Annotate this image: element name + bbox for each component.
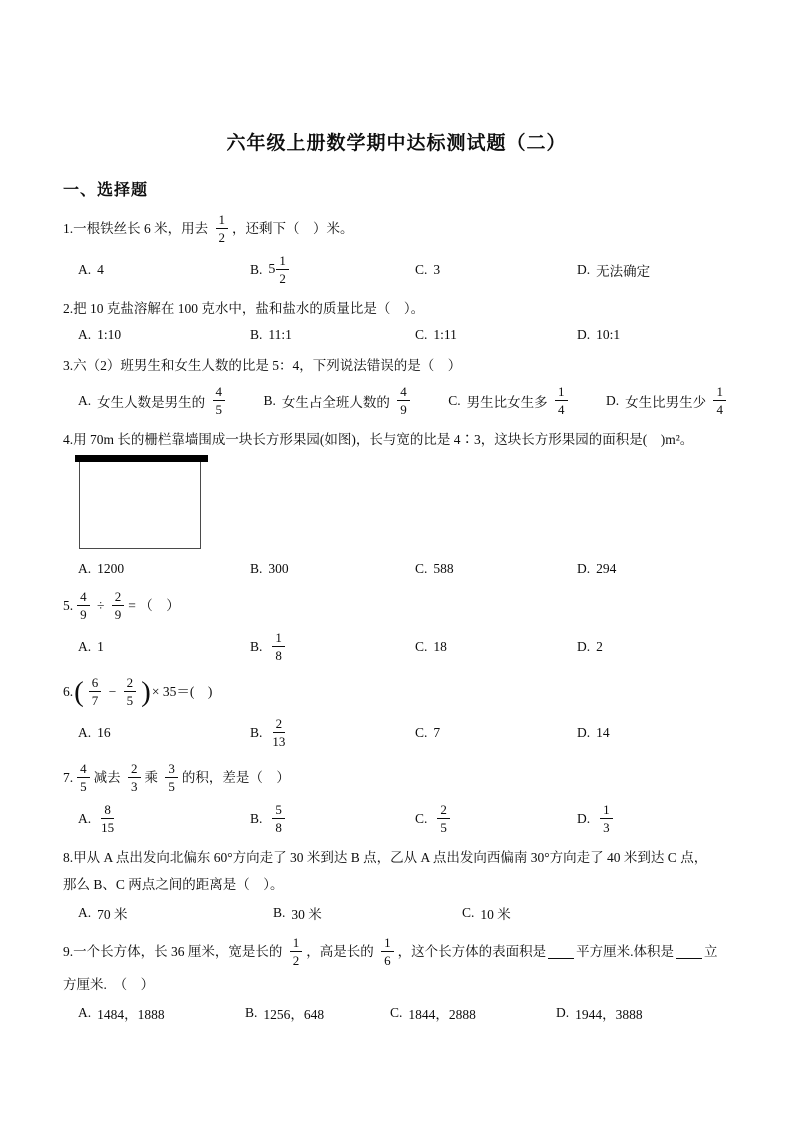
option-label: A. [78,905,92,920]
option-content [97,903,127,923]
option-b [250,561,415,577]
fraction [112,589,125,622]
fraction [290,935,303,968]
option-label: C. [415,327,428,342]
options-row [63,327,730,343]
option-content [433,802,454,835]
fraction-numerator: 1 [600,802,613,819]
text-run: ，还剩下（ ）米。 [232,221,354,236]
text-run: 10 米 [480,907,511,922]
question-1 [63,212,730,286]
option-label: B. [250,327,263,342]
option-content [268,630,289,663]
option-label: A. [78,261,92,277]
option-b [245,1003,390,1023]
option-label: C. [415,561,428,576]
option-d [556,1003,730,1023]
option-c [415,561,577,577]
question-9 [63,935,730,1023]
stem-line [63,355,730,376]
question-stem [63,429,730,450]
blank-line [548,945,574,959]
option-b [263,384,413,417]
option-a [78,639,250,655]
text-run: 男生比女生多 [466,394,551,410]
fraction [437,802,450,835]
option-content [268,253,293,286]
question-stem [63,935,730,995]
text-run: − [105,684,120,699]
option-content [596,561,616,577]
option-content [97,327,121,343]
option-label: C. [415,724,428,740]
option-label: B. [245,1005,258,1020]
stem-line [63,874,730,895]
stem-line [63,212,730,245]
option-d [577,327,730,343]
option-content [97,561,124,577]
option-c [390,1003,556,1023]
option-d [577,802,730,835]
fraction-denominator: 8 [275,648,282,663]
text-run: 1484，1888 [97,1007,165,1022]
text-run: 3.六（2）班男生和女生人数的比是 5：4，下列说法错误的是（ ） [63,358,462,373]
option-content [596,802,617,835]
options-row [63,561,730,577]
fraction-numerator: 1 [272,630,285,647]
text-run: 7 [433,724,441,740]
option-a [78,262,250,278]
whole-number: 5 [268,261,276,277]
fraction [600,802,613,835]
option-content [268,327,292,343]
text-run: 方厘米. （ ） [63,977,155,992]
option-d [577,561,730,577]
option-content [467,384,572,417]
option-label: D. [577,638,591,654]
fraction-numerator: 2 [128,761,141,778]
fraction [77,589,90,622]
option-label: B. [250,810,263,826]
section-heading: 一、选择题 [63,182,149,199]
options-row [63,253,730,286]
fraction-denominator: 5 [215,402,222,417]
text-run: 4 [97,261,104,277]
text-run: ，这个长方体的表面积是 [397,944,547,959]
text-run: 的积，差是（ ） [181,770,290,785]
option-content [268,561,288,577]
text-run: 1844，2888 [408,1007,476,1022]
fraction-numerator: 4 [77,761,90,778]
text-run: 300 [268,561,289,576]
option-content [282,384,414,417]
fraction-denominator: 2 [292,953,300,968]
option-content [433,725,440,741]
fraction-numerator: 2 [273,716,286,733]
option-label: D. [577,261,591,277]
option-a [78,903,273,923]
text-run: 10:1 [596,327,621,342]
option-label: A. [78,724,92,740]
option-content [596,260,650,280]
fraction-numerator: 5 [272,802,285,819]
options-row [63,630,730,663]
option-content [268,802,289,835]
fraction-denominator: 5 [440,820,447,835]
option-label: D. [605,392,620,408]
fraction-denominator: 9 [114,607,122,622]
text-run: 2.把 10 克盐溶解在 100 克水中，盐和盐水的质量比是（ ）。 [63,301,425,316]
option-label: D. [556,1005,570,1020]
question-stem [63,761,730,794]
option-content [408,1003,476,1023]
text-run: 1944，3888 [575,1007,643,1022]
mixed-number [268,253,293,286]
text-run: 女生人数是男生的 [97,394,209,410]
fraction-denominator: 15 [101,820,115,835]
option-label: D. [577,810,591,826]
option-content [263,1003,324,1023]
fraction-denominator: 9 [400,402,407,417]
fraction-numerator: 1 [290,935,303,952]
stem-line [63,298,730,319]
text-run: 女生比男生少 [625,394,710,410]
option-b [250,253,415,286]
fraction [89,675,102,708]
option-d [577,725,730,741]
option-content [97,639,104,655]
fraction-denominator: 3 [131,779,138,794]
option-label: C. [415,261,428,277]
fraction-denominator: 2 [218,230,225,245]
stem-line [63,935,730,968]
option-content [291,903,321,923]
fraction-denominator: 6 [384,953,391,968]
stem-line [63,974,730,995]
option-a [78,384,229,417]
option-c [415,639,577,655]
options-row [63,716,730,749]
option-a [78,1003,245,1023]
option-content [596,725,610,741]
fraction-denominator: 13 [272,734,286,749]
option-label: D. [577,327,591,342]
text-run: 减去 [93,770,124,785]
option-label: B. [250,638,263,654]
options-row [63,1003,730,1023]
fraction [272,802,285,835]
fraction-numerator: 4 [397,384,410,401]
fraction [101,802,114,835]
fraction [272,716,285,749]
option-c [415,802,577,835]
option-content [433,561,453,577]
option-label: C. [415,638,428,654]
text-run: 乘 [144,770,162,785]
text-run: 30 米 [291,907,322,922]
question-6 [63,675,730,749]
text-run: 平方厘米.体积是 [576,944,674,959]
text-run: 1 [97,638,104,654]
fraction [555,384,568,417]
big-paren: ) [141,675,151,708]
text-run: × 35＝( ) [151,684,213,699]
fraction [276,253,289,286]
option-content [433,262,440,278]
question-stem [63,355,730,376]
fraction-denominator: 7 [91,693,99,708]
blank-line [676,945,702,959]
fraction [713,384,726,417]
fraction-numerator: 2 [124,675,137,692]
option-content [433,639,447,655]
page-title: 六年级上册数学期中达标测试题（二） [226,133,567,154]
question-4 [63,429,730,577]
fraction [272,630,285,663]
stem-line [63,675,730,708]
option-label: D. [577,724,591,740]
fraction [216,212,229,245]
option-b [250,630,415,663]
option-label: A. [78,392,92,408]
fraction [165,761,178,794]
option-content [596,639,603,655]
text-run: 1.一根铁丝长 6 米，用去 [63,221,212,236]
fraction-denominator: 2 [279,271,286,286]
stem-line [63,847,730,868]
option-a [78,802,250,835]
text-run: 2 [596,638,603,654]
option-a [78,327,250,343]
orchard-figure [75,455,208,552]
text-run: 1256，648 [263,1007,325,1022]
fraction-numerator: 8 [101,802,114,819]
option-label: A. [78,638,92,654]
option-b [250,802,415,835]
text-run: 8.甲从 A 点出发向北偏东 60°方向走了 30 米到达 B 点，乙从 A 点出发向西偏南 30°方向走了 40 米到达 C 点， [63,850,708,865]
option-label: A. [78,561,92,576]
fraction-denominator: 5 [80,779,87,794]
fraction-denominator: 8 [275,820,282,835]
text-run: 无法确定 [596,263,651,279]
questions-list [63,212,730,1023]
fraction-numerator: 4 [77,589,90,606]
option-content [575,1003,643,1023]
question-stem [63,212,730,245]
fraction-numerator: 3 [165,761,178,778]
text-run: 女生占全班人数的 [281,394,394,410]
option-label: A. [78,810,92,826]
option-label: B. [263,392,276,408]
fraction [397,384,410,417]
text-run: 7. [63,770,74,785]
option-content [596,327,620,343]
option-c [415,725,577,741]
option-c [415,262,577,278]
text-run: 11:1 [268,327,292,342]
option-content [97,262,104,278]
text-run: 294 [596,561,617,576]
option-content [433,327,457,343]
option-label: B. [273,905,286,920]
question-7 [63,761,730,835]
text-run: = （ ） [128,598,180,613]
fraction-denominator: 3 [603,820,610,835]
option-b [250,327,415,343]
question-stem [63,589,730,622]
fraction-numerator: 4 [213,384,226,401]
option-label: C. [462,905,475,920]
option-b [250,716,415,749]
option-content [97,384,229,417]
text-run: 立 [704,944,718,959]
fraction-denominator: 5 [126,693,134,708]
options-row [63,384,730,417]
fraction-denominator: 4 [716,402,723,417]
text-run: ÷ [93,598,108,613]
option-b [273,903,462,923]
fraction-denominator: 5 [168,779,175,794]
text-run: 那么 B、C 两点之间的距离是（ ）。 [63,877,284,892]
option-content [268,716,289,749]
fraction [128,761,141,794]
option-label: B. [250,724,263,740]
question-stem [63,298,730,319]
options-row [63,802,730,835]
text-run: ，高是长的 [306,944,378,959]
option-content [97,802,118,835]
option-c [448,384,571,417]
option-a [78,561,250,577]
option-label: C. [390,1005,403,1020]
fraction-numerator: 2 [437,802,450,819]
text-run: 4.用 70m 长的栅栏靠墙围成一块长方形果园(如图)，长与宽的比是 4∶3，这块长方形果园的面积是( )m²。 [63,432,694,447]
stem-line [63,429,730,450]
option-d [577,639,730,655]
option-c [462,903,730,923]
option-label: A. [78,327,92,342]
fraction [213,384,226,417]
question-8 [63,847,730,923]
options-row [63,903,730,923]
option-label: D. [577,561,591,576]
question-2 [63,298,730,343]
option-label: B. [250,561,263,576]
text-run: 6. [63,684,74,699]
fraction-numerator: 6 [89,675,102,692]
text-run: 1:10 [97,327,122,342]
text-run: 1200 [97,561,125,576]
fraction [77,761,90,794]
fraction-numerator: 1 [713,384,726,401]
option-content [625,384,730,417]
text-run: 14 [596,724,610,740]
question-5 [63,589,730,663]
wall-bar [75,455,208,462]
fraction-numerator: 1 [216,212,229,229]
fraction [124,675,137,708]
fraction-numerator: 1 [276,253,289,270]
text-run: 5. [63,598,74,613]
question-stem [63,675,730,708]
text-run: 18 [433,638,447,654]
option-label: A. [78,1005,92,1020]
question-3 [63,355,730,417]
text-run: 1:11 [433,327,457,342]
option-a [78,725,250,741]
text-run: 9.一个长方体，长 36 厘米，宽是长的 [63,944,286,959]
option-c [415,327,577,343]
question-stem [63,847,730,895]
option-content [97,725,111,741]
fraction [381,935,394,968]
text-run: 3 [433,261,441,277]
fraction-denominator: 9 [80,607,87,622]
big-paren: ( [74,675,84,708]
text-run: 16 [97,724,111,740]
fraction-denominator: 4 [558,402,565,417]
option-d [606,384,730,417]
option-label: C. [415,810,428,826]
orchard-rectangle [79,462,201,549]
fraction-numerator: 2 [112,589,125,606]
option-content [97,1003,165,1023]
fraction-numerator: 1 [381,935,394,952]
fraction-numerator: 1 [555,384,568,401]
text-run: 70 米 [97,907,128,922]
option-d [577,260,730,280]
stem-line [63,589,730,622]
option-label: B. [250,261,263,277]
option-content [480,903,510,923]
option-label: C. [448,392,461,408]
stem-line [63,761,730,794]
text-run: 588 [433,561,454,576]
